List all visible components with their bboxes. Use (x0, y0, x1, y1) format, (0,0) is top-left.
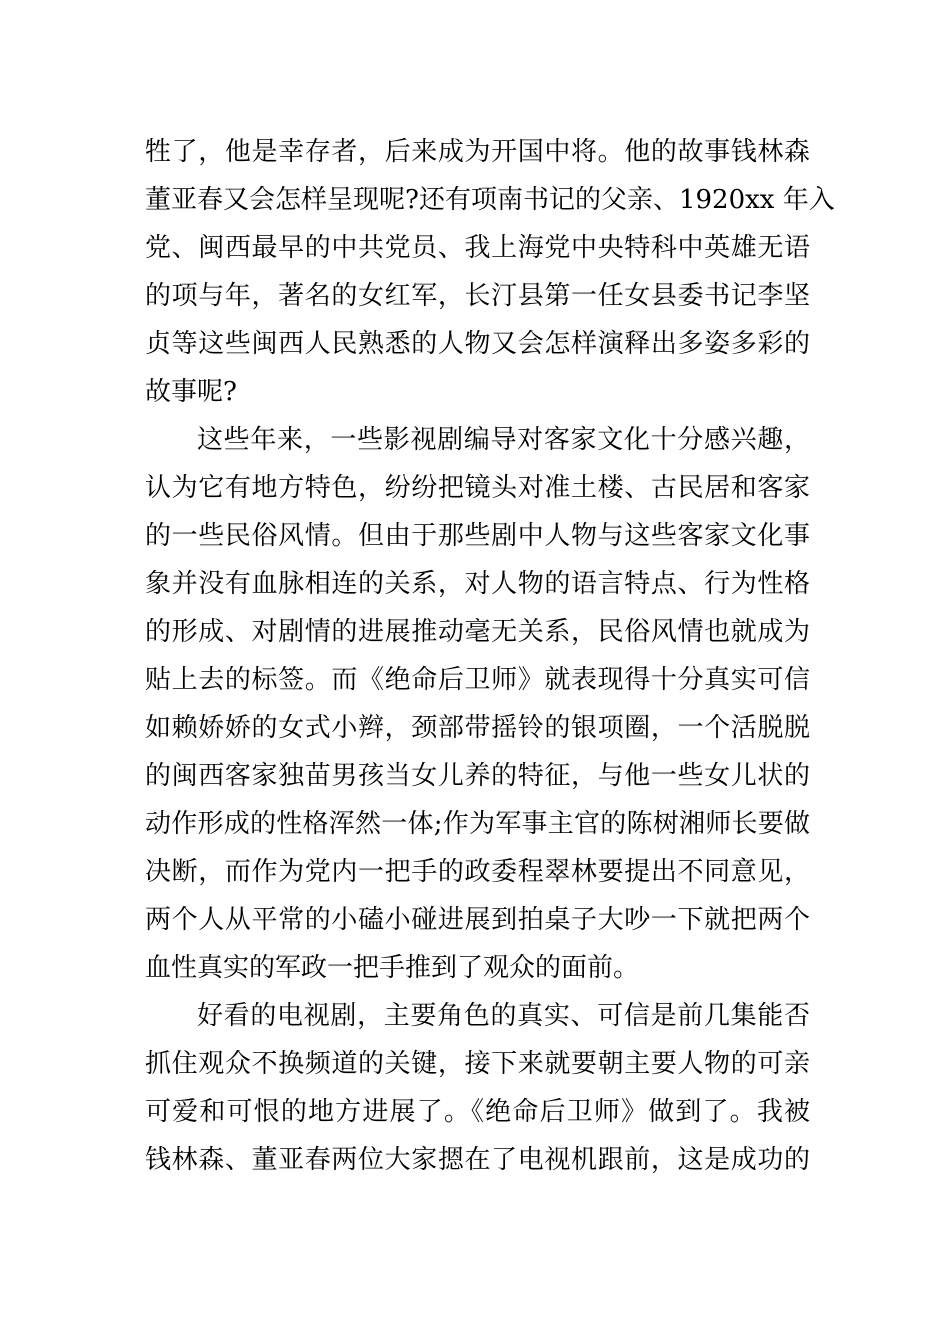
text-line: 的项与年，著名的女红军，长汀县第一任女县委书记李坚 (145, 281, 810, 311)
paragraph-1 (145, 128, 835, 416)
text-line: 的形成、对剧情的进展推动毫无关系，民俗风情也就成为 (145, 617, 810, 647)
text-line: 决断，而作为党内一把手的政委程翠林要提出不同意见， (145, 857, 810, 887)
text-line: 董亚春又会怎样呈现呢?还有项南书记的父亲、1920xx 年入 (145, 185, 835, 215)
text-line: 故事呢? (145, 377, 237, 407)
text-line: 贴上去的标签。而《绝命后卫师》就表现得十分真实可信 (145, 665, 810, 695)
text-line: 牲了，他是幸存者，后来成为开国中将。他的故事钱林森 (145, 137, 810, 167)
text-line: 的闽西客家独苗男孩当女儿养的特征，与他一些女儿状的 (145, 761, 810, 791)
text-line: 这些年来，一些影视剧编导对客家文化十分感兴趣， (197, 425, 810, 455)
paragraph-3 (145, 992, 810, 1184)
text-line: 两个人从平常的小磕小碰进展到拍桌子大吵一下就把两个 (145, 905, 810, 935)
text-line: 血性真实的军政一把手推到了观众的面前。 (145, 953, 640, 983)
text-line: 贞等这些闽西人民熟悉的人物又会怎样演释出多姿多彩的 (145, 329, 810, 359)
text-line: 可爱和可恨的地方进展了。《绝命后卫师》做到了。我被 (145, 1097, 810, 1127)
text-line: 好看的电视剧，主要角色的真实、可信是前几集能否 (197, 1001, 810, 1031)
text-line: 如赖娇娇的女式小辫，颈部带摇铃的银项圈，一个活脱脱 (145, 713, 810, 743)
text-line: 象并没有血脉相连的关系，对人物的语言特点、行为性格 (145, 569, 810, 599)
text-line: 党、闽西最早的中共党员、我上海党中央特科中英雄无语 (145, 233, 810, 263)
text-line: 钱林森、董亚春两位大家摁在了电视机跟前，这是成功的 (145, 1145, 810, 1175)
text-line: 的一些民俗风情。但由于那些剧中人物与这些客家文化事 (145, 521, 810, 551)
text-line: 动作形成的性格浑然一体;作为军事主官的陈树湘师长要做 (145, 809, 810, 839)
text-line: 抓住观众不换频道的关键，接下来就要朝主要人物的可亲 (145, 1049, 810, 1079)
text-line: 认为它有地方特色，纷纷把镜头对准土楼、古民居和客家 (145, 473, 810, 503)
paragraph-2 (145, 416, 810, 992)
article-body (145, 128, 835, 1184)
